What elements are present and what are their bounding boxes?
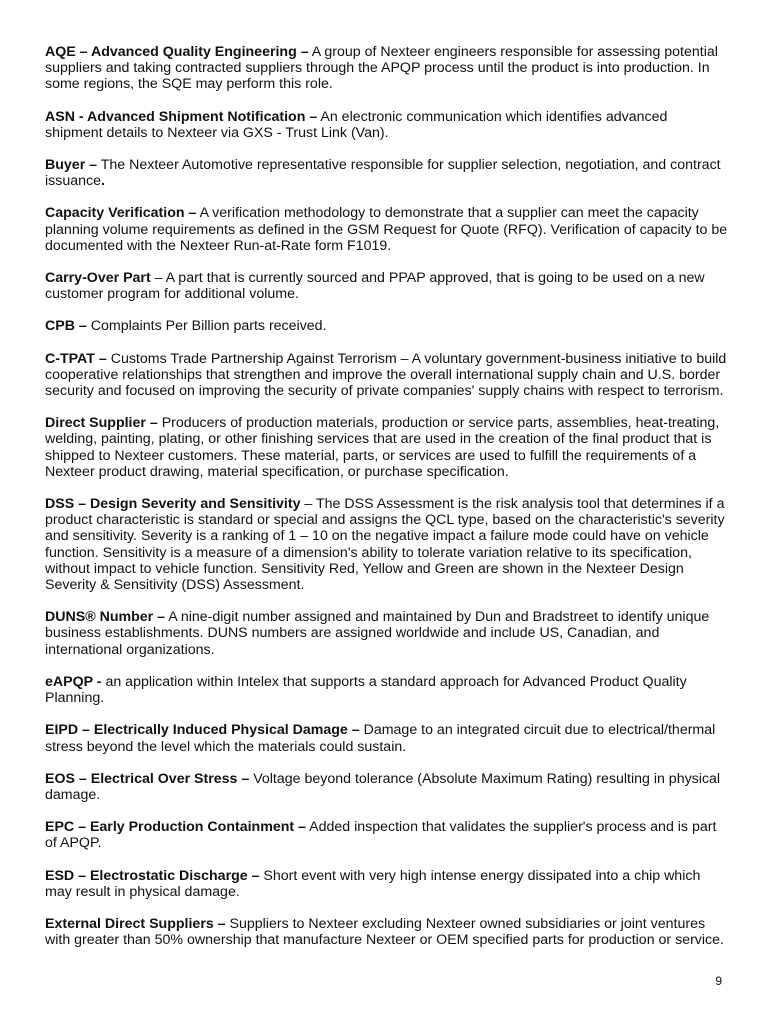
glossary-term: ESD – Electrostatic Discharge – bbox=[45, 867, 260, 884]
glossary-term: C-TPAT – bbox=[45, 350, 107, 367]
glossary-definition: Added inspection that validates the supplier's process and is part of APQP. bbox=[45, 819, 717, 852]
glossary-entry-esd bbox=[45, 868, 728, 900]
glossary-entry-external-direct-suppliers bbox=[45, 916, 728, 948]
glossary-term: Carry-Over Part bbox=[45, 270, 151, 287]
glossary-definition: Voltage beyond tolerance (Absolute Maximum Rating) resulting in physical damage. bbox=[45, 770, 721, 803]
glossary-entry-eipd bbox=[45, 722, 728, 754]
glossary-term: Buyer – bbox=[45, 157, 98, 174]
glossary-page bbox=[45, 44, 728, 964]
glossary-entry-dss bbox=[45, 496, 728, 593]
glossary-definition: Producers of production materials, production or service parts, assemblies, heat-treating, welding, painting, plating, or other finishing services that are used in the creation of the final product that is shipped to Nexteer customers. These material, parts, or services are used to fulfill the requirements of a Nexteer product drawing, material specification, or purchase specification. bbox=[45, 415, 720, 480]
glossary-definition: The Nexteer Automotive representative responsible for supplier selection, negotiation, and contract issuance bbox=[45, 157, 721, 190]
glossary-term: EPC – Early Production Containment – bbox=[45, 819, 306, 836]
glossary-entry-asn bbox=[45, 109, 728, 141]
glossary-entry-epc bbox=[45, 819, 728, 851]
glossary-term: External Direct Suppliers – bbox=[45, 915, 226, 932]
glossary-term: Direct Supplier – bbox=[45, 415, 158, 432]
glossary-entry-eos bbox=[45, 771, 728, 803]
glossary-entry-carry-over-part bbox=[45, 270, 728, 302]
glossary-entry-duns-number bbox=[45, 609, 728, 658]
glossary-definition: – A part that is currently sourced and PPAP approved, that is going to be used on a new customer program for additional volume. bbox=[45, 270, 705, 303]
glossary-definition: Complaints Per Billion parts received. bbox=[86, 318, 327, 335]
glossary-entry-cpb bbox=[45, 318, 728, 334]
glossary-term: eAPQP - bbox=[45, 673, 102, 690]
glossary-term: AQE – Advanced Quality Engineering – bbox=[45, 44, 309, 60]
glossary-definition: Customs Trade Partnership Against Terrorism – A voluntary government-business initiative to build cooperative relationships that strengthen and improve the overall international supply chain and U.S. border security and focused on improving the security of private companies' supply chains with respect to terrorism. bbox=[45, 350, 727, 400]
glossary-entry-aqe bbox=[45, 44, 728, 93]
glossary-entry-eapqp bbox=[45, 674, 728, 706]
glossary-term: CPB – bbox=[45, 318, 87, 335]
glossary-definition: an application within Intelex that supports a standard approach for Advanced Product Quality Planning. bbox=[45, 673, 687, 707]
glossary-term: Capacity Verification – bbox=[45, 205, 197, 222]
glossary-entry-c-tpat bbox=[45, 351, 728, 400]
glossary-definition: Short event with very high intense energy dissipated into a chip which may result in physical damage. bbox=[45, 867, 701, 900]
glossary-definition: A verification methodology to demonstrate that a supplier can meet the capacity planning volume requirements as defined in the GSM Request for Quote (RFQ). Verification of capacity to be documented with the Nexteer Run-at-Rate form F1019. bbox=[45, 205, 728, 254]
glossary-definition: Damage to an integrated circuit due to electrical/thermal stress beyond the level which the materials could sustain. bbox=[45, 722, 716, 755]
glossary-term: DUNS® Number – bbox=[45, 609, 166, 626]
glossary-entry-capacity-verification bbox=[45, 205, 728, 254]
glossary-term: DSS – Design Severity and Sensitivity bbox=[45, 496, 301, 513]
glossary-entry-buyer bbox=[45, 157, 728, 189]
glossary-definition: A nine-digit number assigned and maintained by Dun and Bradstreet to identify unique business establishments. DUNS numbers are assigned worldwide and include US, Canadian, and international organizations. bbox=[45, 609, 710, 658]
glossary-definition-period: . bbox=[101, 173, 105, 190]
glossary-definition: – The DSS Assessment is the risk analysis tool that determines if a product characteristic is standard or special and assigns the QCL type, based on the characteristic's severity and sensitivity. Severity is a ranking of 1 – 10 on the negative impact a failure mode could have on vehicle function. Sensitivity is a measure of a dimension's ability to tolerate variation relative to its specification, without impact to vehicle function. Sensitivity Red, Yellow and Green are shown in the Nexteer Design Severity & Sensitivity (DSS) Assessment. bbox=[45, 496, 725, 594]
glossary-definition: An electronic communication which identifies advanced shipment details to Nexteer via GXS - Trust Link (Van). bbox=[45, 108, 668, 141]
glossary-definition: Suppliers to Nexteer excluding Nexteer owned subsidiaries or joint ventures with greater than 50% ownership that manufacture Nexteer or OEM specified parts for production or service. bbox=[45, 915, 724, 949]
glossary-term: ASN - Advanced Shipment Notification – bbox=[45, 108, 318, 125]
glossary-entry-direct-supplier bbox=[45, 415, 728, 480]
glossary-term: EIPD – Electrically Induced Physical Damage – bbox=[45, 722, 360, 739]
glossary-term: EOS – Electrical Over Stress – bbox=[45, 770, 250, 787]
page-number: 9 bbox=[715, 974, 722, 988]
glossary-definition: A group of Nexteer engineers responsible for assessing potential suppliers and taking contracted suppliers through the APQP process until the product is into production. In some regions, the SQE may perform this role. bbox=[45, 44, 718, 93]
